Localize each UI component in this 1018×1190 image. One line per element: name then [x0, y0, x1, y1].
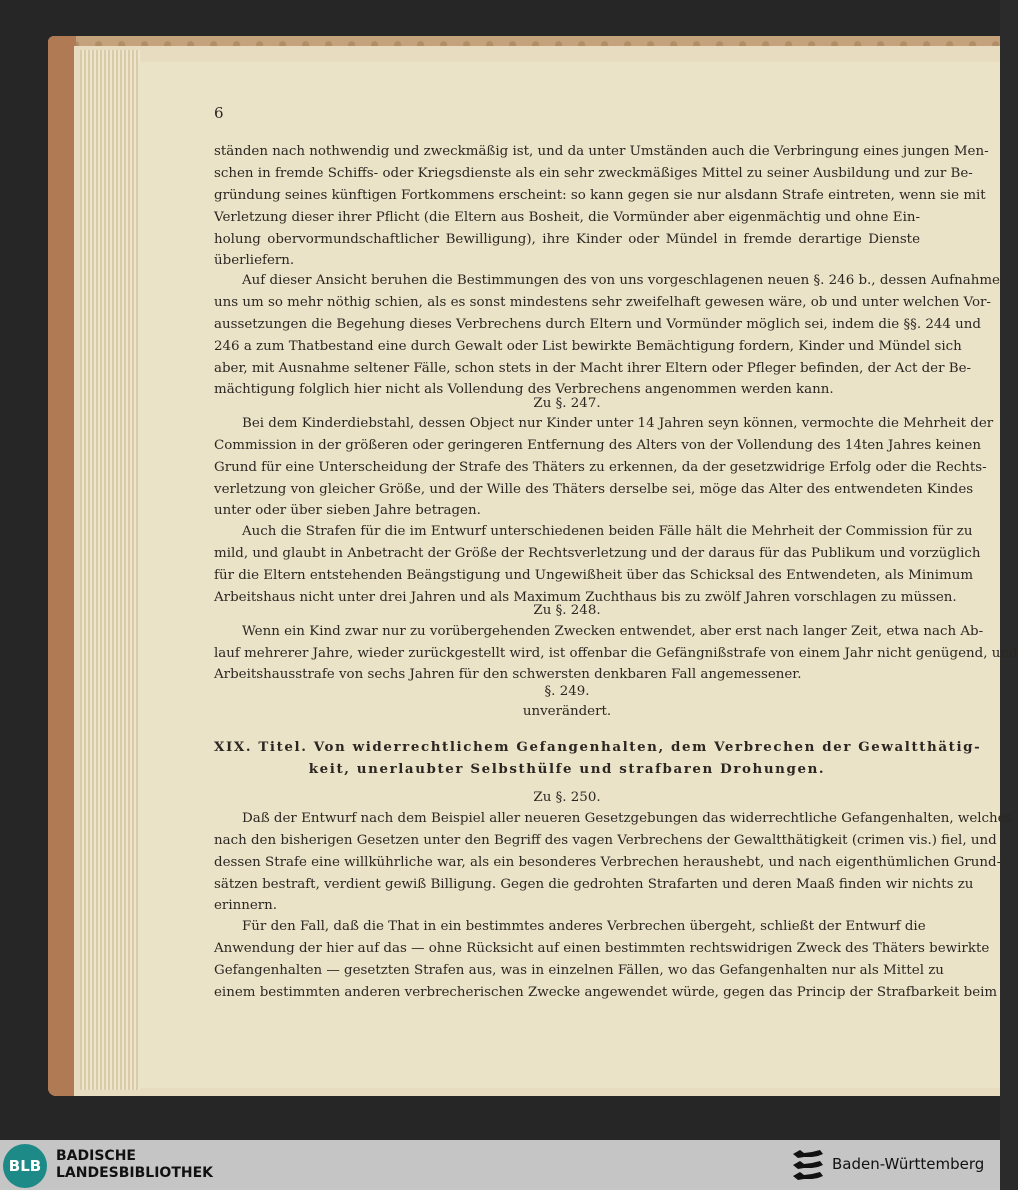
text-line: uns um so mehr nöthig schien, als es sonst mindestens sehr zweifelhaft gewesen wäre, ob und unter welchen Vor-	[214, 295, 991, 310]
text-line: aber, mit Ausnahme seltener Fälle, schon stets in der Macht ihrer Eltern oder Pfleger befinden, der Act der Be-	[214, 361, 972, 376]
chapter-title: keit, unerlaubter Selbsthülfe und strafbaren Drohungen.	[308, 761, 826, 777]
viewer-footer	[0, 1140, 1000, 1190]
blb-logo: BLB	[3, 1144, 47, 1188]
text-line: Anwendung der hier auf das — ohne Rücksicht auf einen bestimmten rechtswidrigen Zweck des Thäters bewirkte	[214, 941, 990, 956]
section-heading: Zu §. 248.	[533, 603, 601, 618]
text-line: Grund für eine Unterscheidung der Strafe des Thäters zu erkennen, da der gesetzwidrige Erfolg oder die Rechts-	[214, 460, 987, 475]
text-line: ständen nach nothwendig und zweckmäßig ist, und da unter Umständen auch die Verbringung eines jungen Men-	[214, 144, 989, 159]
text-line: für die Eltern entstehenden Beängstigung und Ungewißheit über das Schicksal des Entwendeten, als Minimum	[214, 568, 974, 583]
section-heading: §. 249.	[544, 684, 590, 699]
text-line: dessen Strafe eine willkührliche war, als ein besonderes Verbrechen heraushebt, und nach eigenthümlichen Grund-	[214, 855, 1002, 870]
library-name-line1: BADISCHE	[56, 1148, 136, 1164]
text-line: nach den bisherigen Gesetzen unter den Begriff des vagen Verbrechens der Gewaltthätigkeit (crimen vis.) fiel, und	[214, 833, 997, 848]
text-line: lauf mehrerer Jahre, wieder zurückgestellt wird, ist offenbar die Gefängnißstrafe von einem Jahr nicht genügend, und	[214, 646, 1018, 661]
text-line: einem bestimmten anderen verbrecherischen Zwecke angewendet würde, gegen das Princip der Strafbarkeit beim	[214, 985, 998, 1000]
text-line: Commission in der größeren oder geringeren Entfernung des Alters von der Vollendung des 14ten Jahres keinen	[214, 438, 981, 453]
chapter-title: XIX. Titel. Von widerrechtlichem Gefangenhalten, dem Verbrechen der Gewaltthätig-	[214, 739, 982, 755]
text-line: verletzung von gleicher Größe, und der Wille des Thäters derselbe sei, möge das Alter des entwendeten Kindes	[214, 482, 974, 497]
page-number: 6	[214, 104, 224, 122]
text-line: erinnern.	[214, 898, 278, 913]
text-line: Verletzung dieser ihrer Pflicht (die Eltern aus Bosheit, die Vormünder aber eigenmächtig und ohne Ein-	[214, 210, 920, 225]
text-line: Auch die Strafen für die im Entwurf unterschiedenen beiden Fälle hält die Mehrheit der Commission für zu	[242, 524, 973, 539]
text-line: Arbeitshausstrafe von sechs Jahren für den schwersten denkbaren Fall angemessener.	[214, 667, 802, 682]
page-edges	[80, 50, 140, 1090]
library-name	[56, 1148, 213, 1182]
baden-wuerttemberg-lions-icon	[790, 1148, 826, 1182]
text-line: Für den Fall, daß die That in ein bestimmtes anderes Verbrechen übergeht, schließt der Entwurf die	[242, 919, 926, 934]
text-line: Bei dem Kinderdiebstahl, dessen Object nur Kinder unter 14 Jahren seyn können, vermochte die Mehrheit der	[242, 416, 994, 431]
text-line: gründung seines künftigen Fortkommens erscheint: so kann gegen sie nur alsdann Strafe eintreten, wenn sie mit	[214, 188, 986, 203]
text-line: Arbeitshaus nicht unter drei Jahren und als Maximum Zuchthaus bis zu zwölf Jahren vorschlagen zu müssen.	[214, 590, 957, 605]
section-heading: Zu §. 247.	[533, 396, 601, 411]
text-line: Daß der Entwurf nach dem Beispiel aller neueren Gesetzgebungen das widerrechtliche Gefangenhalten, welches	[242, 811, 1013, 826]
book-cover-edge	[48, 36, 76, 1096]
text-line: mild, und glaubt in Anbetracht der Größe der Rechtsverletzung und der daraus für das Publikum und vorzüglich	[214, 546, 981, 561]
text-line: sätzen bestraft, verdient gewiß Billigung. Gegen die gedrohten Strafarten und deren Maaß finden wir nichts zu	[214, 877, 974, 892]
text-line: schen in fremde Schiffs- oder Kriegsdienste als ein sehr zweckmäßiges Mittel zu seiner Ausbildung und zur Be-	[214, 166, 973, 181]
text-line: unter oder über sieben Jahre betragen.	[214, 503, 481, 518]
text-line: Auf dieser Ansicht beruhen die Bestimmungen des von uns vorgeschlagenen neuen §. 246 b., dessen Aufnahme	[242, 273, 1000, 288]
section-note: unverändert.	[522, 704, 612, 719]
library-name-line2: LANDESBIBLIOTHEK	[56, 1165, 214, 1181]
text-line: holung obervormundschaftlicher Bewilligung), ihre Kinder oder Mündel in fremde derartige Dienste	[214, 232, 920, 247]
text-line: Wenn ein Kind zwar nur zu vorübergehenden Zwecken entwendet, aber erst nach langer Zeit, etwa nach Ab-	[242, 624, 984, 639]
text-line: überliefern.	[214, 253, 295, 268]
state-name: Baden-Württemberg	[832, 1155, 985, 1173]
text-line: 246 a zum Thatbestand eine durch Gewalt oder List bewirkte Bemächtigung fordern, Kinder und Mündel sich	[214, 339, 962, 354]
text-line: Gefangenhalten — gesetzten Strafen aus, was in einzelnen Fällen, wo das Gefangenhalten nur als Mittel zu	[214, 963, 944, 978]
text-line: mächtigung folglich hier nicht als Vollendung des Verbrechens angenommen werden kann.	[214, 382, 834, 397]
text-line: aussetzungen die Begehung dieses Verbrechens durch Eltern und Vormünder möglich sei, indem die §§. 244 und	[214, 317, 982, 332]
section-heading: Zu §. 250.	[533, 790, 601, 805]
